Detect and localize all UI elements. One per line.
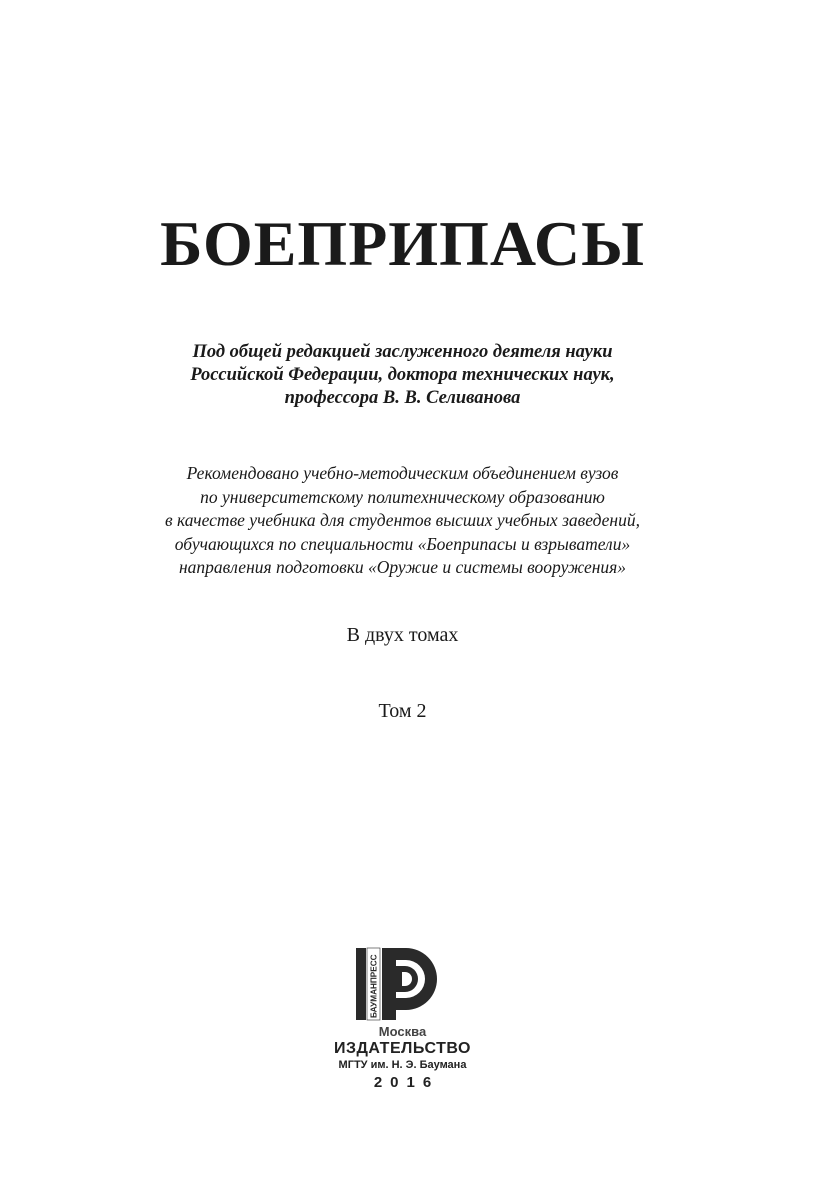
editor-credit bbox=[0, 341, 805, 410]
editor-line: Под общей редакцией заслуженного деятеля науки bbox=[192, 342, 613, 362]
recommendation-line: обучающихся по специальности «Боеприпасы и взрыватели» bbox=[174, 533, 631, 554]
recommendation-line: направления подготовки «Оружие и системы вооружения» bbox=[178, 557, 627, 577]
publisher-imprint bbox=[0, 1024, 805, 1094]
recommendation-note bbox=[0, 462, 805, 580]
publisher-org: МГТУ им. Н. Э. Баумана bbox=[338, 1059, 467, 1071]
editor-line: профессора В. В. Селиванова bbox=[284, 388, 521, 408]
editor-line: Российской Федерации, доктора технических наук, bbox=[190, 365, 615, 385]
recommendation-line: Рекомендовано учебно-методическим объединением вузов bbox=[186, 463, 619, 483]
recommendation-line: по университетскому политехническому образованию bbox=[200, 486, 605, 507]
publisher-logo-icon bbox=[352, 946, 452, 1022]
publisher-city: Москва bbox=[378, 1024, 427, 1039]
publication-year: 2016 bbox=[373, 1074, 440, 1091]
logo-vertical-text: БАУМАНПРЕСС bbox=[369, 954, 379, 1018]
volumes-note: В двух томах bbox=[346, 624, 459, 646]
recommendation-line: в качестве учебника для студентов высших учебных заведений, bbox=[165, 510, 640, 530]
book-title: БОЕПРИПАСЫ bbox=[160, 208, 645, 279]
publisher-name: ИЗДАТЕЛЬСТВО bbox=[334, 1040, 471, 1057]
volume-number: Том 2 bbox=[378, 700, 427, 722]
